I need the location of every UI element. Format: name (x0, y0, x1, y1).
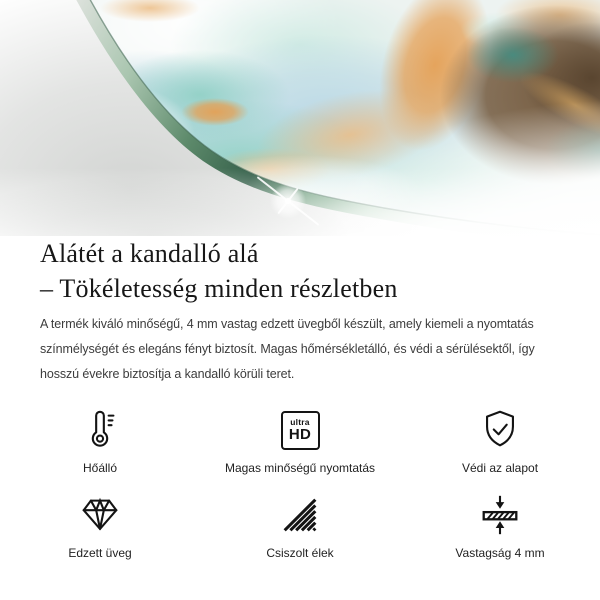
feature-label: Vastagság 4 mm (455, 546, 545, 560)
feature-label: Edzett üveg (68, 546, 132, 560)
polished-edges-icon (270, 492, 330, 538)
description-line: A termék kiváló minőségű, 4 mm vastag edzett üvegből készült, amely kiemeli a nyomtatás (40, 317, 534, 331)
ultra-hd-badge-bottom-text: HD (288, 426, 312, 443)
feature-base-protection (400, 407, 600, 476)
heading-line-1: Alátét a kandalló alá (40, 239, 259, 268)
diamond-icon (70, 492, 130, 538)
feature-polished-edges (200, 492, 400, 561)
ultra-hd-badge-top-text: ultra (290, 417, 310, 427)
description-line: színmélységét és elegáns fényt biztosít. Magas hőmérsékletálló, és védi a sérülésektől, így (40, 342, 535, 356)
product-description (40, 312, 560, 387)
feature-label: Csiszolt élek (266, 546, 334, 560)
feature-grid (0, 407, 600, 561)
feature-tempered-glass (0, 492, 200, 561)
text-content (0, 236, 600, 387)
ultra-hd-badge (281, 411, 320, 450)
heading-line-2: – Tökéletesség minden részletben (40, 274, 398, 303)
glass-mat-photo (0, 0, 600, 236)
thermometer-icon (70, 407, 130, 453)
description-line: hosszú évekre biztosítja a kandalló körüli teret. (40, 367, 295, 381)
shield-check-icon (470, 407, 530, 453)
thickness-icon (470, 492, 530, 538)
feature-label: Magas minőségű nyomtatás (224, 461, 376, 475)
ultra-hd-icon (270, 407, 330, 453)
feature-label: Hőálló (82, 461, 118, 475)
feature-label: Védi az alapot (461, 461, 539, 475)
feature-print-quality (200, 407, 400, 476)
feature-heat-resistant (0, 407, 200, 476)
page-title (40, 236, 560, 306)
product-image (0, 0, 600, 236)
feature-thickness (400, 492, 600, 561)
